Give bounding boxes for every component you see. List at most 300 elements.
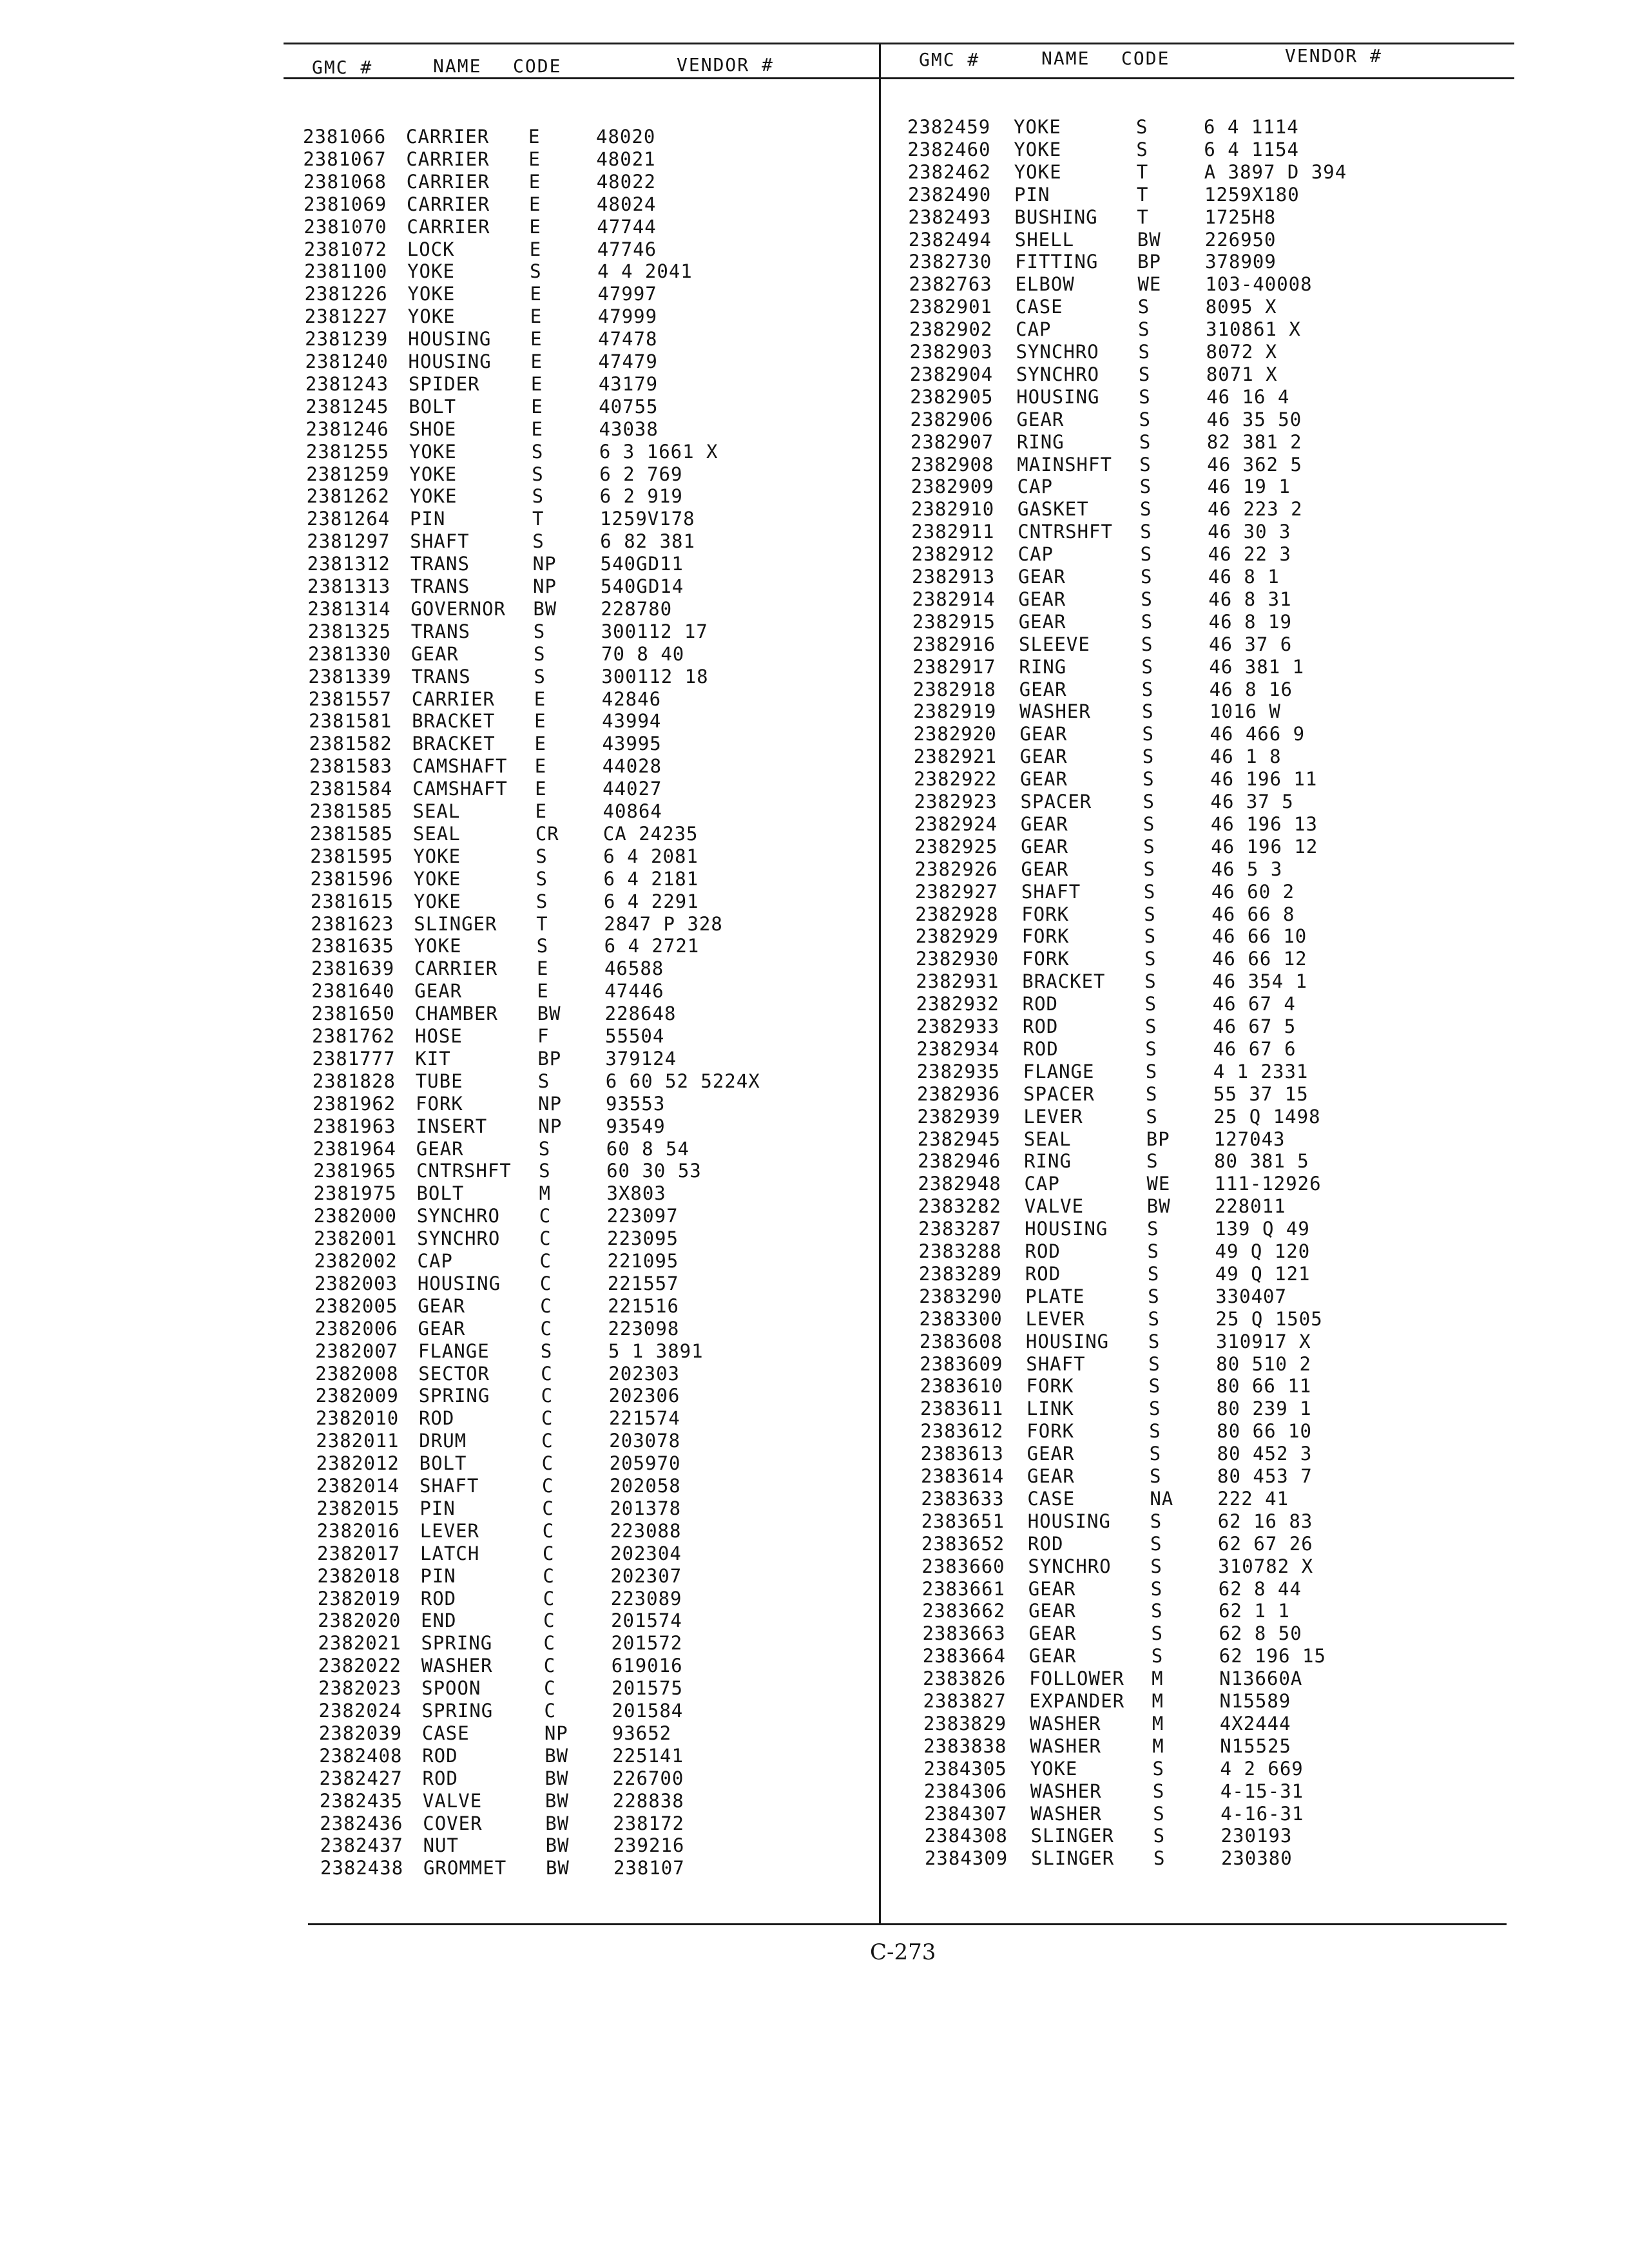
vendor-number: 25 Q 1498 bbox=[1213, 1105, 1321, 1128]
vendor-number: 47446 bbox=[604, 980, 664, 1003]
vendor-code: C bbox=[543, 1564, 555, 1587]
vendor-number: 47997 bbox=[597, 283, 657, 305]
part-name: SLINGER bbox=[1030, 1847, 1115, 1870]
gmc-number: 2382922 bbox=[914, 768, 998, 791]
vendor-code: S bbox=[532, 485, 545, 508]
gmc-number: 2383660 bbox=[921, 1555, 1005, 1577]
gmc-number: 2382914 bbox=[912, 588, 996, 610]
gmc-number: 2382438 bbox=[320, 1857, 404, 1879]
part-name: GEAR bbox=[414, 980, 463, 1003]
vendor-number: 43179 bbox=[598, 372, 659, 395]
part-name: GEAR bbox=[1027, 1443, 1075, 1465]
vendor-number: 47479 bbox=[598, 351, 658, 372]
vendor-number: 40755 bbox=[599, 395, 659, 418]
part-name: SYNCHRO bbox=[1028, 1555, 1112, 1577]
vendor-code: M bbox=[1152, 1712, 1164, 1735]
vendor-number: 6 82 381 bbox=[600, 530, 695, 553]
part-name: HOUSING bbox=[408, 328, 492, 351]
vendor-number: 223095 bbox=[607, 1227, 679, 1250]
part-name: LEVER bbox=[1023, 1105, 1083, 1128]
gmc-number: 2382917 bbox=[912, 655, 996, 678]
vendor-code: BW bbox=[545, 1767, 569, 1789]
vendor-number: 62 16 83 bbox=[1217, 1510, 1313, 1532]
vendor-code: S bbox=[1141, 610, 1153, 633]
vendor-number: 46 35 50 bbox=[1206, 408, 1302, 430]
gmc-number: 2383287 bbox=[918, 1218, 1002, 1240]
gmc-number: 2381975 bbox=[313, 1182, 397, 1205]
vendor-code: C bbox=[542, 1475, 554, 1497]
part-name: SPACER bbox=[1020, 791, 1092, 812]
gmc-number: 2381615 bbox=[310, 890, 394, 912]
vendor-number: 1725H8 bbox=[1204, 206, 1277, 228]
gmc-number: 2381623 bbox=[311, 912, 394, 935]
part-name: CARRIER bbox=[411, 687, 495, 710]
gmc-number: 2382909 bbox=[911, 476, 994, 498]
vendor-number: 43994 bbox=[602, 710, 662, 733]
vendor-number: 48024 bbox=[597, 193, 657, 215]
part-name: COVER bbox=[423, 1812, 483, 1834]
vendor-code: S bbox=[1141, 678, 1154, 700]
vendor-code: S bbox=[1142, 723, 1154, 745]
vendor-code: S bbox=[1142, 745, 1155, 768]
gmc-number: 2382493 bbox=[908, 206, 992, 228]
part-name: GEAR bbox=[1021, 835, 1069, 858]
vendor-code: S bbox=[1138, 341, 1150, 363]
gmc-number: 2381339 bbox=[308, 665, 392, 687]
part-name: YOKE bbox=[407, 260, 455, 283]
vendor-number: 93652 bbox=[612, 1722, 672, 1744]
vendor-code: S bbox=[1145, 1037, 1157, 1060]
vendor-number: 46 37 5 bbox=[1210, 791, 1294, 812]
part-name: INSERT bbox=[416, 1115, 488, 1137]
vendor-code: S bbox=[1147, 1262, 1160, 1285]
gmc-number: 2383614 bbox=[921, 1465, 1005, 1487]
part-name: LOCK bbox=[407, 238, 455, 260]
gmc-number: 2382930 bbox=[915, 948, 999, 970]
vendor-code: S bbox=[1137, 296, 1150, 318]
vendor-code: C bbox=[540, 1317, 553, 1340]
gmc-number: 2382935 bbox=[916, 1060, 1000, 1082]
part-name: CHAMBER bbox=[414, 1003, 498, 1025]
part-name: RING bbox=[1019, 655, 1067, 678]
part-name: GEAR bbox=[1019, 678, 1067, 700]
gmc-number: 2381239 bbox=[305, 328, 389, 351]
vendor-code: T bbox=[1137, 183, 1149, 206]
part-name: YOKE bbox=[414, 935, 462, 957]
vendor-number: 111-12926 bbox=[1214, 1173, 1322, 1195]
vendor-code: S bbox=[1148, 1330, 1161, 1352]
vendor-code: C bbox=[541, 1430, 554, 1452]
vendor-number: 46 30 3 bbox=[1208, 521, 1291, 543]
vendor-code: E bbox=[529, 238, 542, 260]
vendor-number: 310917 X bbox=[1215, 1330, 1311, 1352]
gmc-number: 2381255 bbox=[305, 440, 390, 463]
part-name: SHAFT bbox=[410, 530, 470, 553]
vendor-number: 46 466 9 bbox=[1210, 723, 1306, 745]
part-name: FOLLOWER bbox=[1029, 1667, 1124, 1690]
part-name: YOKE bbox=[413, 845, 461, 867]
vendor-code: S bbox=[532, 530, 545, 553]
vendor-number: 300112 17 bbox=[601, 620, 708, 642]
vendor-number: 540GD11 bbox=[600, 553, 684, 575]
vendor-code: M bbox=[539, 1182, 551, 1205]
part-name: ROD bbox=[418, 1407, 455, 1430]
gmc-number: 2382011 bbox=[316, 1430, 400, 1452]
page-number: C-273 bbox=[870, 1939, 936, 1965]
vendor-code: S bbox=[1150, 1577, 1163, 1600]
vendor-code: S bbox=[1144, 993, 1157, 1015]
vendor-number: 80 381 5 bbox=[1214, 1150, 1309, 1173]
vendor-code: E bbox=[537, 980, 549, 1003]
vendor-number: 6 4 2181 bbox=[603, 867, 699, 890]
vendor-number: 8095 X bbox=[1205, 296, 1277, 318]
part-name: BUSHING bbox=[1014, 206, 1098, 228]
vendor-code: BW bbox=[545, 1834, 570, 1857]
gmc-number: 2381964 bbox=[313, 1137, 396, 1160]
part-name: CAP bbox=[1024, 1173, 1060, 1195]
part-name: GEAR bbox=[1019, 745, 1068, 768]
gmc-number: 2382939 bbox=[917, 1105, 1001, 1128]
vendor-number: 221574 bbox=[608, 1407, 680, 1430]
right-header-vendor: VENDOR # bbox=[1285, 45, 1382, 66]
vendor-code: M bbox=[1152, 1735, 1164, 1757]
vendor-number: 46 5 3 bbox=[1211, 858, 1283, 880]
vendor-number: 46 196 11 bbox=[1210, 768, 1318, 791]
part-name: SHAFT bbox=[1021, 880, 1081, 903]
vendor-number: 60 8 54 bbox=[606, 1137, 689, 1160]
vendor-number: 205970 bbox=[609, 1452, 681, 1475]
vendor-code: S bbox=[1141, 588, 1153, 610]
gmc-number: 2382009 bbox=[315, 1385, 399, 1407]
gmc-number: 2381828 bbox=[312, 1070, 396, 1092]
vendor-code: S bbox=[1149, 1420, 1161, 1443]
part-name: SPOON bbox=[421, 1677, 481, 1700]
vendor-code: S bbox=[1142, 768, 1155, 791]
part-name: CARRIER bbox=[407, 193, 490, 215]
vendor-code: S bbox=[1153, 1847, 1166, 1870]
part-name: GROMMET bbox=[423, 1857, 507, 1879]
part-name: NUT bbox=[423, 1834, 459, 1857]
part-name: CASE bbox=[1015, 296, 1063, 318]
vendor-number: 226700 bbox=[612, 1767, 684, 1789]
vendor-number: 46 8 16 bbox=[1209, 678, 1293, 700]
vendor-code: S bbox=[1143, 858, 1156, 880]
gmc-number: 2383609 bbox=[920, 1352, 1003, 1375]
gmc-number: 2381313 bbox=[307, 575, 391, 597]
right-header-code: CODE bbox=[1121, 48, 1170, 69]
gmc-number: 2382024 bbox=[318, 1700, 402, 1722]
vendor-code: S bbox=[540, 1340, 553, 1362]
gmc-number: 2381226 bbox=[304, 283, 388, 305]
vendor-code: NP bbox=[544, 1722, 568, 1744]
part-name: WASHER bbox=[1030, 1780, 1102, 1802]
gmc-number: 2383652 bbox=[921, 1532, 1005, 1555]
vendor-code: BW bbox=[533, 597, 557, 620]
vendor-number: 46 19 1 bbox=[1207, 476, 1291, 498]
gmc-number: 2382904 bbox=[909, 363, 994, 385]
part-name: GEAR bbox=[418, 1294, 466, 1317]
vendor-number: 46 1 8 bbox=[1210, 745, 1282, 768]
vendor-number: 310782 X bbox=[1218, 1555, 1314, 1577]
gmc-number: 2382019 bbox=[317, 1587, 401, 1610]
part-name: ROD bbox=[1023, 1037, 1059, 1060]
gmc-number: 2382000 bbox=[313, 1205, 398, 1227]
part-name: YOKE bbox=[1014, 160, 1062, 183]
left-header-name: NAME bbox=[433, 55, 482, 77]
gmc-number: 2382934 bbox=[916, 1037, 1000, 1060]
part-name: CASE bbox=[421, 1722, 470, 1744]
gmc-number: 2383608 bbox=[919, 1330, 1003, 1352]
part-name: GEAR bbox=[1028, 1622, 1077, 1645]
gmc-number: 2382905 bbox=[910, 385, 994, 408]
vendor-code: NP bbox=[538, 1115, 563, 1137]
part-name: ELBOW bbox=[1015, 273, 1075, 296]
vendor-number: 80 66 11 bbox=[1216, 1375, 1312, 1398]
part-name: SPIDER bbox=[408, 372, 480, 395]
gmc-number: 2383829 bbox=[923, 1712, 1007, 1735]
vendor-number: 46 362 5 bbox=[1207, 453, 1302, 476]
left-header-gmc: GMC # bbox=[312, 57, 373, 78]
vendor-code: NP bbox=[538, 1092, 562, 1115]
vendor-number: 70 8 40 bbox=[601, 642, 685, 665]
part-name: SLINGER bbox=[414, 912, 497, 935]
part-name: HOUSING bbox=[1025, 1330, 1110, 1352]
vendor-code: S bbox=[1139, 408, 1152, 430]
part-name: GEAR bbox=[1028, 1577, 1076, 1600]
vendor-number: 62 67 26 bbox=[1218, 1532, 1313, 1555]
part-name: FORK bbox=[1021, 925, 1070, 948]
vendor-code: S bbox=[1141, 633, 1153, 655]
gmc-number: 2381581 bbox=[309, 710, 392, 733]
vendor-code: T bbox=[1136, 160, 1149, 183]
part-name: GOVERNOR bbox=[410, 597, 506, 620]
part-name: TRANS bbox=[410, 553, 470, 575]
vendor-code: S bbox=[1144, 970, 1157, 993]
part-name: WASHER bbox=[1030, 1802, 1103, 1825]
gmc-number: 2381582 bbox=[309, 733, 392, 755]
vendor-code: E bbox=[534, 687, 546, 710]
part-name: LINK bbox=[1026, 1398, 1074, 1420]
vendor-number: 223098 bbox=[608, 1317, 680, 1340]
part-name: CNTRSHFT bbox=[1017, 521, 1113, 543]
vendor-code: E bbox=[534, 710, 546, 733]
part-name: RING bbox=[1016, 430, 1065, 453]
vendor-code: S bbox=[534, 665, 546, 687]
vendor-number: 221095 bbox=[607, 1250, 679, 1272]
gmc-number: 2381312 bbox=[307, 553, 390, 575]
gmc-number: 2382039 bbox=[318, 1722, 403, 1744]
part-name: ROD bbox=[1025, 1262, 1061, 1285]
vendor-number: 55504 bbox=[605, 1025, 665, 1047]
gmc-number: 2382924 bbox=[914, 812, 998, 835]
part-name: CAP bbox=[1017, 543, 1054, 566]
vendor-code: E bbox=[535, 778, 547, 800]
gmc-number: 2383661 bbox=[921, 1577, 1005, 1600]
vendor-code: T bbox=[1137, 206, 1149, 228]
part-name: SPRING bbox=[421, 1632, 493, 1655]
vendor-number: 6 4 2081 bbox=[603, 845, 699, 867]
vendor-code: F bbox=[537, 1025, 550, 1047]
vendor-number: 6 2 919 bbox=[599, 485, 683, 508]
gmc-number: 2382014 bbox=[316, 1475, 400, 1497]
vendor-number: N15589 bbox=[1219, 1690, 1291, 1712]
part-name: YOKE bbox=[413, 890, 461, 912]
vendor-code: S bbox=[530, 260, 542, 283]
part-name: FLANGE bbox=[418, 1340, 490, 1362]
vendor-code: C bbox=[543, 1610, 555, 1632]
vendor-code: E bbox=[528, 126, 541, 148]
vendor-code: S bbox=[534, 642, 546, 665]
vendor-number: 202304 bbox=[610, 1542, 682, 1564]
vendor-number: 44027 bbox=[602, 778, 662, 800]
gmc-number: 2381100 bbox=[304, 260, 388, 283]
part-name: VALVE bbox=[1024, 1195, 1084, 1218]
vendor-number: 46 196 13 bbox=[1210, 812, 1318, 835]
part-name: TRANS bbox=[410, 620, 470, 642]
part-name: CAP bbox=[417, 1250, 453, 1272]
gmc-number: 2381245 bbox=[305, 395, 389, 418]
part-name: SYNCHRO bbox=[416, 1205, 501, 1227]
part-name: GEAR bbox=[411, 642, 459, 665]
gmc-number: 2383289 bbox=[918, 1262, 1003, 1285]
part-name: ROD bbox=[420, 1587, 457, 1610]
vendor-code: S bbox=[1151, 1622, 1163, 1645]
part-name: WASHER bbox=[421, 1655, 493, 1677]
vendor-code: S bbox=[1152, 1780, 1165, 1802]
part-name: SECTOR bbox=[418, 1362, 490, 1385]
vendor-code: S bbox=[1148, 1307, 1161, 1330]
vendor-number: 55 37 15 bbox=[1213, 1082, 1309, 1105]
vendor-number: 201584 bbox=[612, 1700, 684, 1722]
vendor-code: C bbox=[542, 1497, 554, 1519]
gmc-number: 2383663 bbox=[922, 1622, 1006, 1645]
part-name: CARRIER bbox=[414, 957, 498, 980]
vendor-code: S bbox=[1148, 1352, 1161, 1375]
vendor-code: S bbox=[1152, 1757, 1165, 1780]
part-name: GEAR bbox=[1021, 858, 1069, 880]
gmc-number: 2381650 bbox=[311, 1003, 395, 1025]
gmc-number: 2382933 bbox=[916, 1015, 1000, 1037]
gmc-number: 2382907 bbox=[910, 430, 994, 453]
vendor-number: 60 30 53 bbox=[606, 1160, 702, 1182]
part-name: MAINSHFT bbox=[1017, 453, 1112, 476]
gmc-number: 2384306 bbox=[923, 1780, 1008, 1802]
gmc-number: 2381777 bbox=[312, 1047, 396, 1070]
part-name: FORK bbox=[1021, 903, 1070, 925]
part-name: TUBE bbox=[415, 1070, 463, 1092]
vendor-number: 46 223 2 bbox=[1207, 498, 1303, 521]
vendor-number: 46 37 6 bbox=[1209, 633, 1293, 655]
part-name: GEAR bbox=[1016, 408, 1065, 430]
vendor-number: 46 66 8 bbox=[1211, 903, 1295, 925]
vendor-number: 80 66 10 bbox=[1217, 1420, 1312, 1443]
vendor-code: S bbox=[1136, 138, 1148, 160]
vendor-code: S bbox=[1149, 1443, 1162, 1465]
vendor-number: 4-16-31 bbox=[1220, 1802, 1304, 1825]
part-name: CAMSHAFT bbox=[412, 755, 508, 778]
right-header-name: NAME bbox=[1041, 48, 1090, 69]
vendor-number: 46 22 3 bbox=[1208, 543, 1291, 566]
vendor-number: 8072 X bbox=[1206, 341, 1278, 363]
part-name: CAMSHAFT bbox=[412, 778, 508, 800]
vendor-code: S bbox=[1140, 543, 1153, 566]
gmc-number: 2383612 bbox=[920, 1420, 1004, 1443]
vendor-code: S bbox=[1141, 566, 1153, 588]
part-name: FITTING bbox=[1015, 251, 1099, 273]
vendor-number: 43995 bbox=[602, 733, 662, 755]
part-name: PIN bbox=[1014, 183, 1050, 206]
part-name: SYNCHRO bbox=[1016, 341, 1099, 363]
part-name: GEAR bbox=[1028, 1645, 1077, 1667]
gmc-number: 2381583 bbox=[309, 755, 393, 778]
vendor-code: M bbox=[1152, 1667, 1164, 1690]
vendor-number: 330407 bbox=[1215, 1285, 1287, 1307]
gmc-number: 2382022 bbox=[318, 1655, 402, 1677]
vendor-number: 47746 bbox=[597, 238, 657, 260]
vendor-code: S bbox=[1138, 363, 1151, 385]
vendor-number: 202307 bbox=[610, 1564, 682, 1587]
vendor-code: S bbox=[536, 935, 549, 957]
left-header-code: CODE bbox=[513, 55, 562, 77]
vendor-code: CR bbox=[535, 822, 559, 845]
vendor-code: WE bbox=[1137, 273, 1162, 296]
vendor-code: S bbox=[1146, 1150, 1159, 1173]
vendor-code: C bbox=[543, 1542, 555, 1564]
vendor-number: 47999 bbox=[597, 305, 658, 328]
vendor-code: S bbox=[535, 845, 548, 867]
gmc-number: 2383662 bbox=[922, 1600, 1006, 1622]
gmc-number: 2381965 bbox=[313, 1160, 397, 1182]
vendor-code: S bbox=[1144, 948, 1157, 970]
vendor-number: 225141 bbox=[612, 1744, 684, 1767]
gmc-number: 2383288 bbox=[918, 1240, 1002, 1262]
vendor-code: S bbox=[1140, 521, 1152, 543]
vendor-code: S bbox=[1150, 1465, 1162, 1487]
part-name: GEAR bbox=[1020, 812, 1068, 835]
gmc-number: 2382903 bbox=[909, 341, 993, 363]
vendor-number: 6 2 769 bbox=[599, 463, 683, 485]
vendor-code: E bbox=[529, 193, 541, 215]
vendor-number: 4 2 669 bbox=[1220, 1757, 1304, 1780]
part-name: CAP bbox=[1017, 476, 1053, 498]
gmc-number: 2382427 bbox=[319, 1767, 403, 1789]
vendor-code: S bbox=[535, 867, 548, 890]
vendor-code: S bbox=[1144, 925, 1157, 948]
vendor-number: 6 4 1114 bbox=[1204, 116, 1299, 138]
vendor-number: 46 354 1 bbox=[1212, 970, 1307, 993]
gmc-number: 2382459 bbox=[907, 116, 991, 138]
gmc-number: 2382006 bbox=[314, 1317, 398, 1340]
vendor-number: 48020 bbox=[596, 126, 656, 148]
vendor-code: NP bbox=[532, 553, 557, 575]
gmc-number: 2382923 bbox=[914, 791, 998, 812]
vendor-number: 43038 bbox=[599, 418, 659, 440]
vendor-code: C bbox=[544, 1677, 556, 1700]
part-name: ROD bbox=[1025, 1240, 1061, 1262]
vendor-number: 203078 bbox=[609, 1430, 681, 1452]
part-name: SHAFT bbox=[419, 1475, 479, 1497]
part-name: ROD bbox=[422, 1744, 458, 1767]
part-name: HOSE bbox=[415, 1025, 463, 1047]
vendor-number: 80 510 2 bbox=[1216, 1352, 1311, 1375]
part-name: GEAR bbox=[1018, 610, 1066, 633]
vendor-number: 46 67 5 bbox=[1213, 1015, 1296, 1037]
part-name: HOUSING bbox=[1027, 1510, 1111, 1532]
part-name: ROD bbox=[1022, 993, 1059, 1015]
vendor-code: E bbox=[536, 957, 549, 980]
vendor-code: E bbox=[530, 351, 543, 372]
vendor-number: 202306 bbox=[608, 1385, 680, 1407]
